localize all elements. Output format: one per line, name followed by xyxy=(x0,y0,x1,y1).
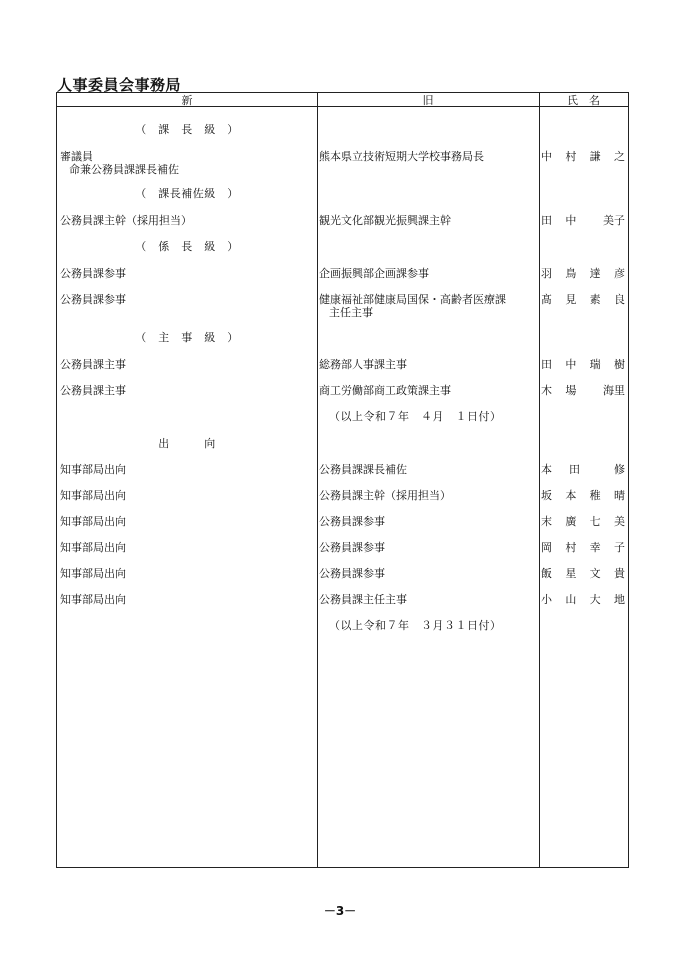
new-position: 知事部局出向 xyxy=(60,567,126,580)
person-name: 田 中 瑞 樹 xyxy=(541,358,625,371)
old-position: 企画振興部企画課参事 xyxy=(319,267,429,280)
old-position-sub: 主任主事 xyxy=(329,306,373,319)
new-position: 知事部局出向 xyxy=(60,489,126,502)
new-position: 知事部局出向 xyxy=(60,515,126,528)
old-position: 公務員課主任主事 xyxy=(319,593,407,606)
section-shukko: 出 向 xyxy=(158,437,216,450)
new-position: 審議員 xyxy=(60,150,93,163)
section-kacho: （ 課 長 級 ） xyxy=(135,123,239,136)
person-name: 末 廣 七 美 xyxy=(541,515,625,528)
person-name: 坂 本 稚 晴 xyxy=(541,489,625,502)
person-name: 中 村 謙 之 xyxy=(541,150,625,163)
new-position: 知事部局出向 xyxy=(60,463,126,476)
effective-date: （以上令和７年 ４月 １日付） xyxy=(329,410,502,423)
old-position: 公務員課課長補佐 xyxy=(319,463,407,476)
person-name: 小 山 大 地 xyxy=(541,593,625,606)
person-name: 本 田 修 xyxy=(541,463,625,476)
old-position: 商工労働部商工政策課主事 xyxy=(319,384,451,397)
new-position: 公務員課主事 xyxy=(60,384,126,397)
old-position: 公務員課主幹（採用担当） xyxy=(319,489,451,502)
page-number: －3－ xyxy=(323,904,357,918)
effective-date: （以上令和７年 ３月３１日付） xyxy=(329,619,502,632)
person-name: 髙 見 素 良 xyxy=(541,293,625,306)
table-header xyxy=(57,93,628,107)
new-position: 公務員課主事 xyxy=(60,358,126,371)
section-hosa: （ 課長補佐級 ） xyxy=(135,187,239,200)
section-kakari: （ 係 長 級 ） xyxy=(135,240,239,253)
person-name: 飯 星 文 貴 xyxy=(541,567,625,580)
section-shuji: （ 主 事 級 ） xyxy=(135,331,239,344)
new-position: 公務員課参事 xyxy=(60,293,126,306)
header-new: 新 xyxy=(181,94,193,107)
old-position: 観光文化部観光振興課主幹 xyxy=(319,214,451,227)
new-position: 公務員課主幹（採用担当） xyxy=(60,214,192,227)
old-position: 公務員課参事 xyxy=(319,515,385,528)
person-name: 岡 村 幸 子 xyxy=(541,541,625,554)
person-name: 田 中 美子 xyxy=(541,214,625,227)
new-position: 知事部局出向 xyxy=(60,541,126,554)
header-old: 旧 xyxy=(422,94,434,107)
new-position-sub: 命兼公務員課課長補佐 xyxy=(69,163,179,176)
column-divider xyxy=(317,93,318,867)
person-name: 木 場 海里 xyxy=(541,384,625,397)
person-name: 羽 鳥 達 彦 xyxy=(541,267,625,280)
old-position: 公務員課参事 xyxy=(319,541,385,554)
old-position: 公務員課参事 xyxy=(319,567,385,580)
header-name: 氏 名 xyxy=(567,94,600,107)
page-title: 人事委員会事務局 xyxy=(57,76,182,94)
new-position: 公務員課参事 xyxy=(60,267,126,280)
old-position: 熊本県立技術短期大学校事務局長 xyxy=(319,150,484,163)
personnel-table xyxy=(56,92,629,868)
old-position: 健康福祉部健康局国保・高齢者医療課 xyxy=(319,293,506,306)
column-divider xyxy=(539,93,540,867)
old-position: 総務部人事課主事 xyxy=(319,358,407,371)
new-position: 知事部局出向 xyxy=(60,593,126,606)
